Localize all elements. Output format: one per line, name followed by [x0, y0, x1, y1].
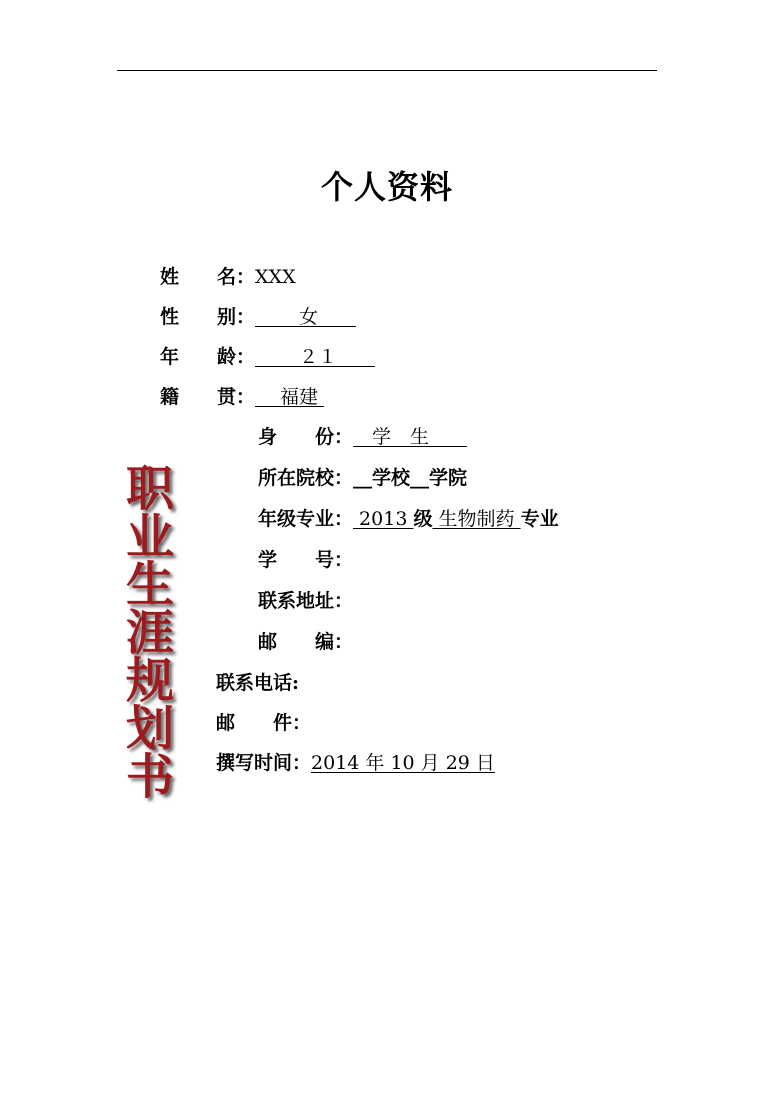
field-grade	[258, 506, 559, 532]
field-label: 邮 编：	[258, 631, 354, 653]
grade-year: 2013	[353, 508, 414, 530]
field-label: 学 号：	[258, 549, 354, 571]
field-origin	[160, 384, 324, 410]
field-label: 姓 名：	[160, 266, 256, 288]
vertical-title-char: 生	[125, 557, 174, 613]
field-label: 性 别：	[160, 306, 256, 328]
field-name	[160, 264, 296, 290]
vertical-title	[120, 461, 180, 805]
field-identity	[258, 424, 467, 450]
page-title: 个人资料	[320, 168, 453, 206]
field-age	[160, 344, 375, 370]
grade-suffix: 专业	[520, 508, 559, 530]
field-gender	[160, 304, 356, 330]
vertical-title-char: 涯	[125, 605, 174, 661]
field-label: 联系地址：	[258, 590, 354, 612]
field-phone	[216, 670, 299, 696]
header-rule	[117, 70, 657, 71]
grade-major: 生物制药	[432, 508, 521, 530]
field-value: 2014 年 10 月 29 日	[311, 752, 495, 774]
field-value: __学校__学院	[353, 467, 468, 489]
vertical-title-char: 书	[125, 749, 174, 805]
field-label: 年 龄：	[160, 346, 256, 368]
field-student-id	[258, 547, 353, 573]
field-date	[216, 750, 495, 776]
field-label: 联系电话:	[216, 672, 300, 694]
field-school	[258, 465, 467, 491]
field-value: 学 生	[353, 426, 468, 448]
vertical-title-char: 规	[125, 653, 174, 709]
field-label: 年级专业：	[258, 508, 354, 530]
field-value: 女	[255, 306, 357, 328]
field-value: 福建	[255, 386, 325, 408]
field-value: XXX	[255, 266, 296, 288]
field-label: 所在院校：	[258, 467, 354, 489]
field-label: 身 份：	[258, 426, 354, 448]
field-address	[258, 588, 353, 614]
field-email	[216, 710, 311, 736]
field-label: 籍 贯：	[160, 386, 256, 408]
vertical-title-char: 业	[125, 509, 174, 565]
vertical-title-char: 划	[125, 701, 174, 757]
field-label: 邮 件：	[216, 712, 312, 734]
vertical-title-char: 职	[125, 461, 174, 517]
grade-unit: 级	[413, 508, 433, 530]
field-postcode	[258, 629, 353, 655]
field-label: 撰写时间：	[216, 752, 312, 774]
field-value: ２１	[255, 346, 376, 368]
